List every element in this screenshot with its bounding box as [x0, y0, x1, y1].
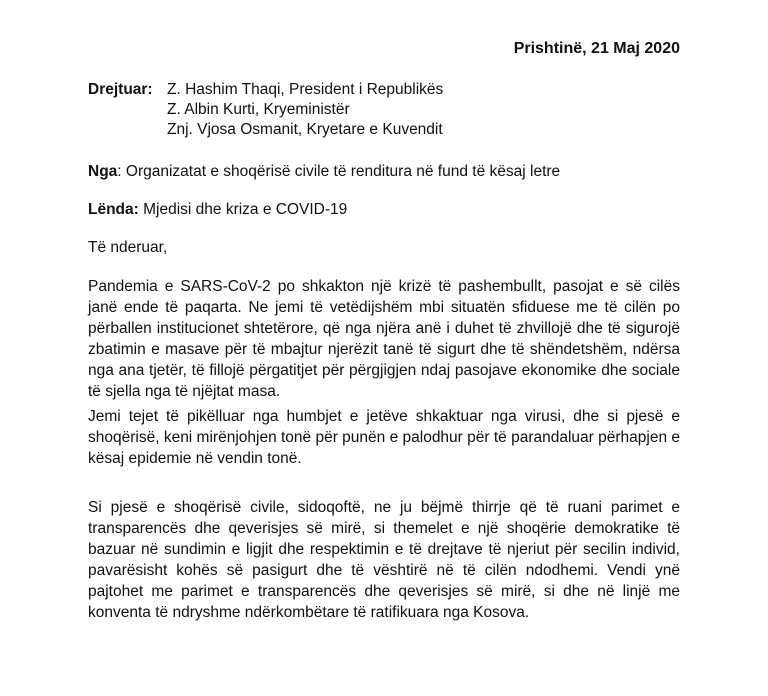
addressee-row: [88, 120, 443, 140]
body-paragraph: Pandemia e SARS-CoV-2 po shkakton një krizë të pashembullt, pasojat e së cilës janë ende të paqarta. Ne jemi të vetëdijshëm mbi situatën sfiduese me të cilën po përballen institucionet shtetërore, që nga njëra anë i duhet të zhvillojë dhe të sigurojë zbatimin e masave për të mbajtur njerëzit tanë të sigurt dhe të shëndetshëm, ndërsa nga ana tjetër, të fillojë përgatitjet për përgjigjen ndaj pasojave ekonomike dhe sociale të sjella nga të njëjtat masa.: [88, 278, 680, 400]
letter-date: Prishtinë, 21 Maj 2020: [513, 40, 680, 57]
subject-line: [88, 201, 347, 219]
addressee-row: [88, 100, 443, 120]
addressee-row: [88, 80, 443, 100]
subject-text: Mjedisi dhe kriza e COVID-19: [138, 201, 348, 218]
addressee-name: Z. Hashim Thaqi, President i Republikës: [167, 81, 444, 98]
sender-label: Nga: [88, 163, 118, 180]
greeting: Të nderuar,: [88, 239, 168, 256]
addressee-block: [88, 80, 443, 140]
body-paragraph: Jemi tejet të pikëlluar nga humbjet e jetëve shkaktuar nga virusi, dhe si pjesë e shoqërisë, keni mirënjohjen tonë për punën e palodhur për të parandaluar përhapjen e kësaj epidemie në vendin tonë.: [88, 408, 680, 467]
addressee-label: Drejtuar:: [88, 81, 153, 98]
addressee-name: Z. Albin Kurti, Kryeministër: [167, 101, 350, 118]
sender-text: : Organizatat e shoqërisë civile të renditura në fund të kësaj letre: [117, 163, 561, 180]
addressee-name: Znj. Vjosa Osmanit, Kryetare e Kuvendit: [167, 121, 443, 138]
subject-label: Lënda:: [88, 201, 139, 218]
sender-line: [88, 163, 560, 181]
body-paragraph: Si pjesë e shoqërisë civile, sidoqoftë, ne ju bëjmë thirrje që të ruani parimet e transparencës dhe qeverisjes së mirë, si themelet e një shoqërie demokratike të bazuar në sundimin e ligjit dhe respektimin e të drejtave të njeriut për secilin individ, pavarësisht kohës së pasigurt dhe të vështirë në të cilën ndodhemi. Vendi ynë pajtohet me parimet e transparencës dhe qeverisjes së mirë, si dhe në linjë me konventa të ndryshme ndërkombëtare të ratifikuara nga Kosova.: [88, 499, 680, 621]
